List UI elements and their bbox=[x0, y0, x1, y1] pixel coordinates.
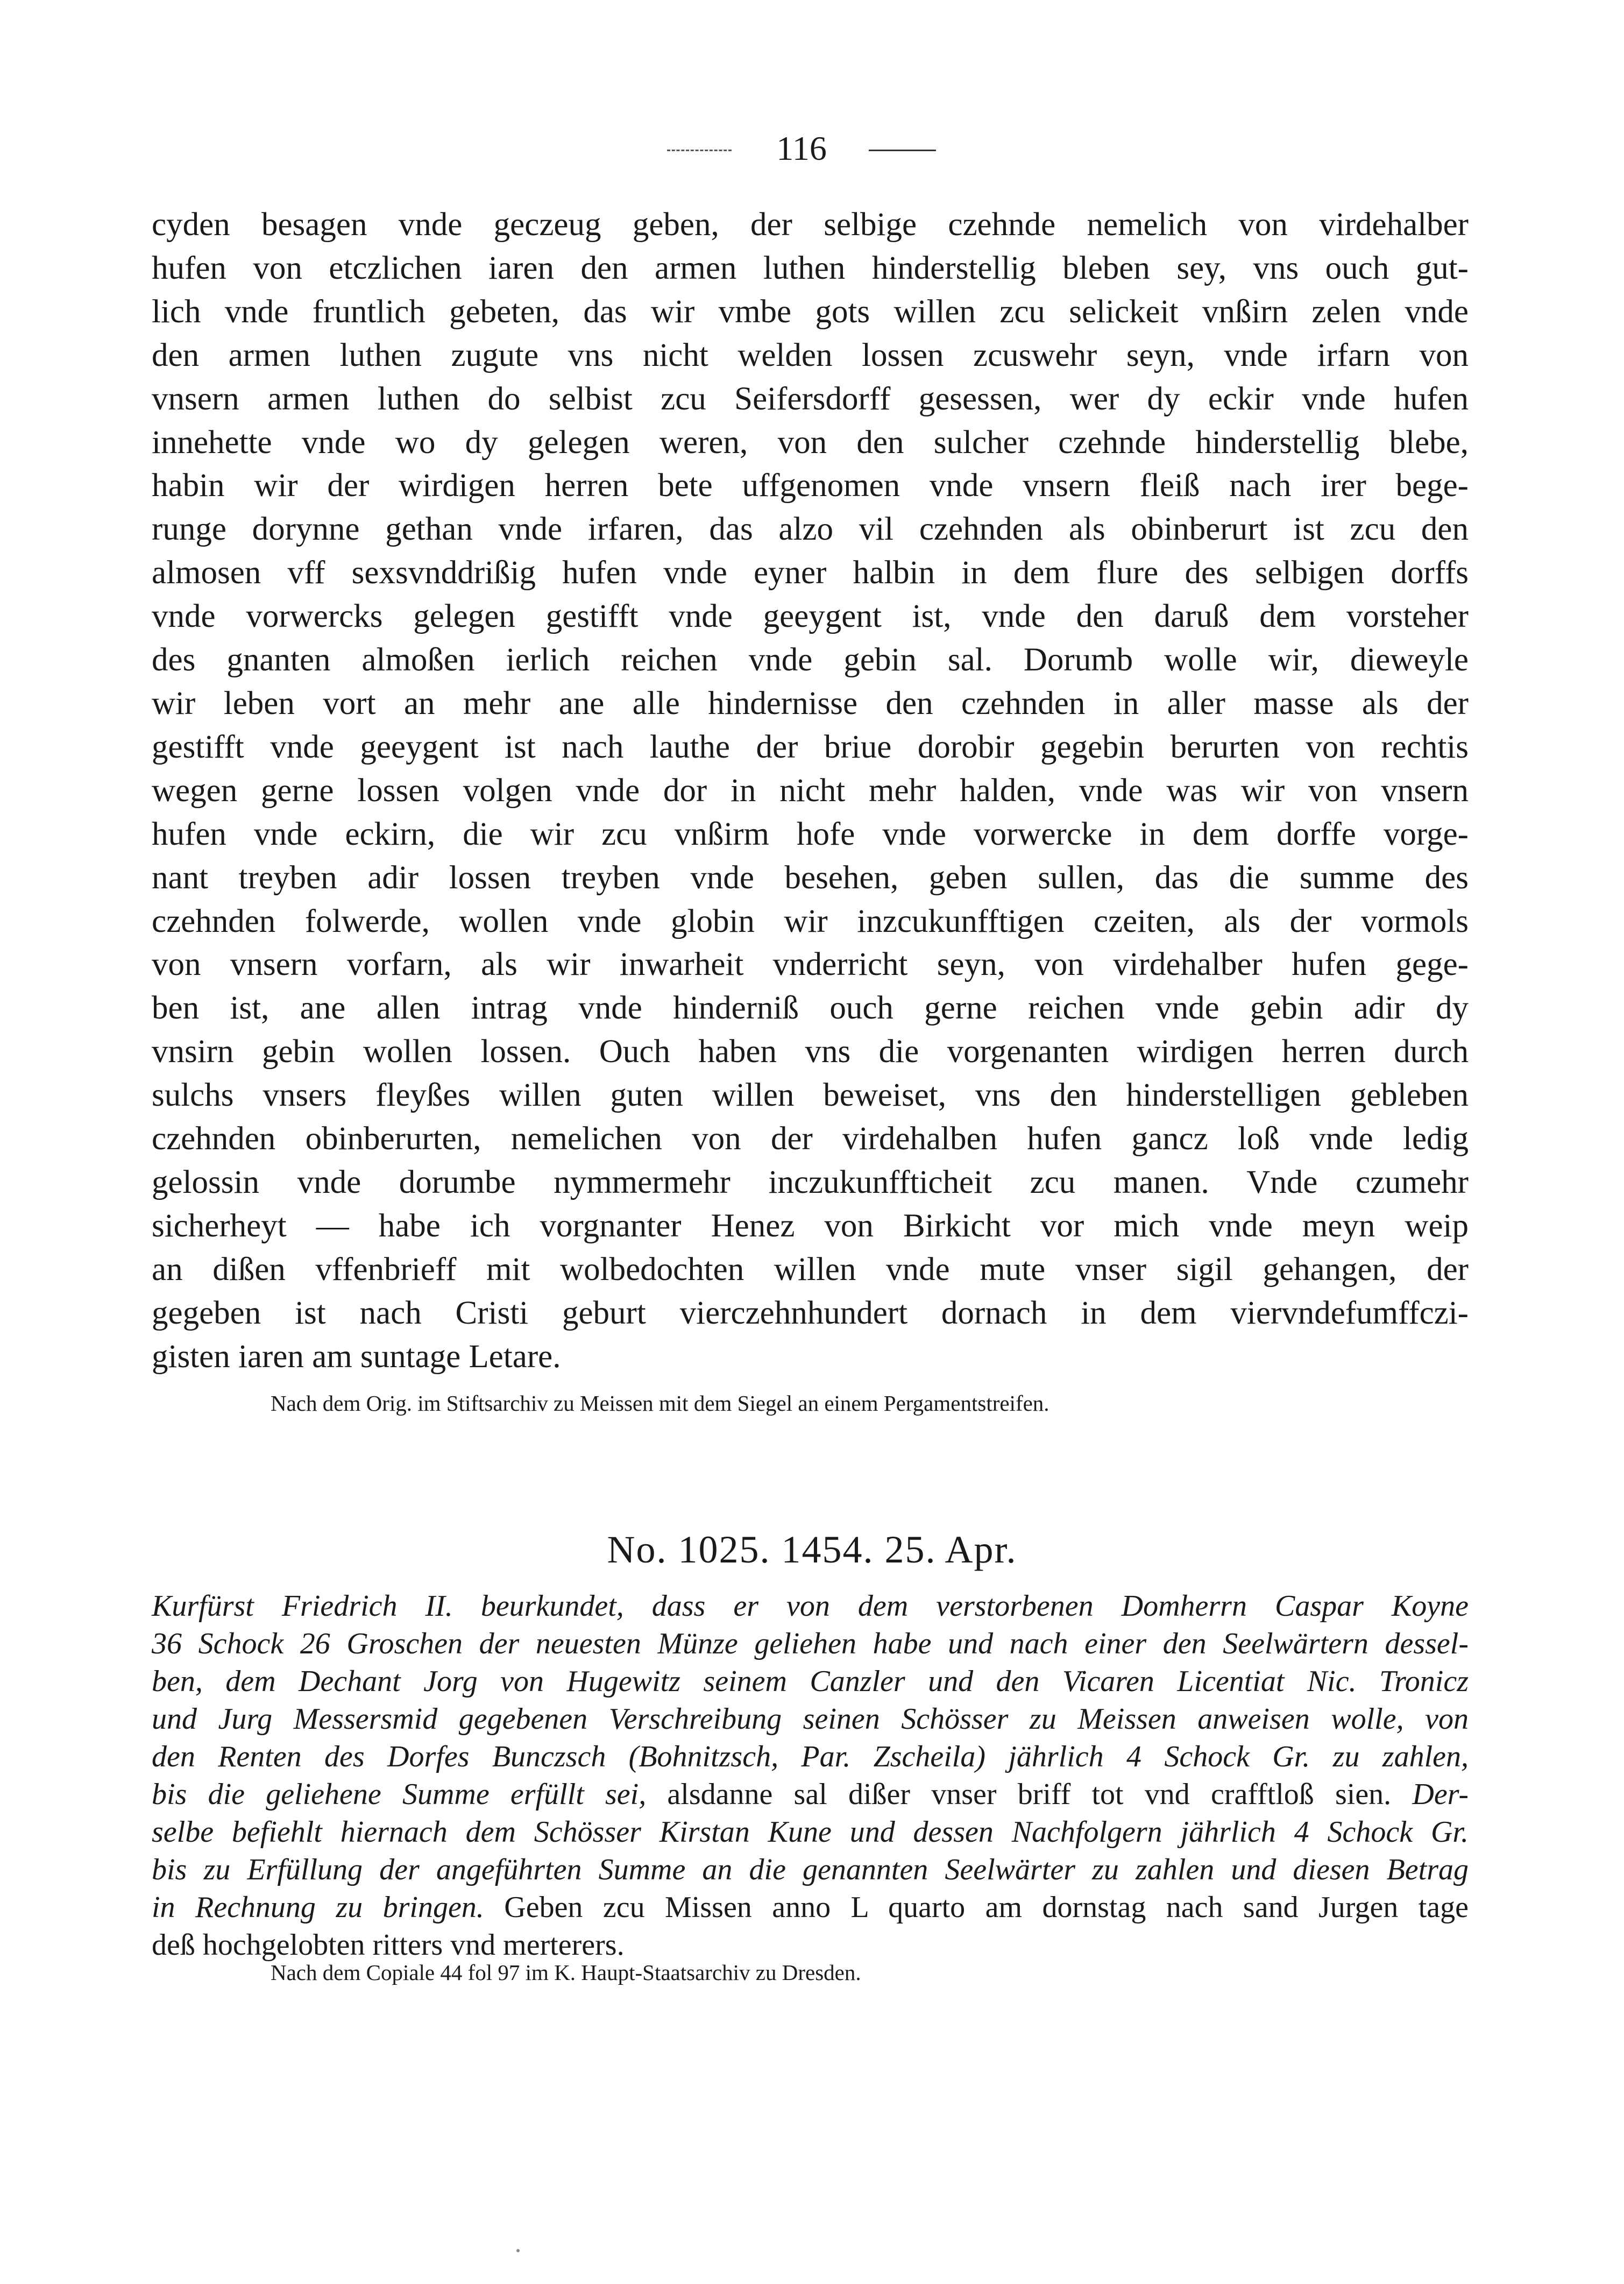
regest-line: Kurfürst Friedrich II. beurkundet, dass er von dem verstorbenen Domherrn Caspar Koyne bbox=[152, 1589, 1469, 1623]
regest-line: und Jurg Messersmid gegebenen Verschreibung seinen Schösser zu Meissen anweisen wolle, von bbox=[152, 1702, 1469, 1736]
print-speck bbox=[516, 2249, 520, 2252]
source-note-copiale: Nach dem Copiale 44 fol 97 im K. Haupt-Staatsarchiv zu Dresden. bbox=[271, 1960, 861, 1985]
body-text-line: almosen vff sexsvnddrißig hufen vnde eyner halbin in dem flure des selbigen dorffs bbox=[152, 555, 1469, 591]
regest-line: 36 Schock 26 Groschen der neuesten Münze geliehen habe und nach einer den Seelwärtern dessel- bbox=[152, 1627, 1469, 1660]
regest-quote-segment: alsdanne sal dißer vnser briff tot vnd crafftloß sien. bbox=[667, 1778, 1392, 1811]
regest-line: deß hochgelobten ritters vnd merterers. bbox=[152, 1928, 625, 1962]
regest-italic-segment: bis die geliehene Summe erfüllt sei, bbox=[152, 1778, 647, 1811]
body-text-line: gestifft vnde geeygent ist nach lauthe der briue dorobir gegebin berurten von rechtis bbox=[152, 729, 1469, 765]
body-text-line: hufen von etczlichen iaren den armen luthen hinderstellig bleben sey, vns ouch gut- bbox=[152, 250, 1469, 286]
body-text-line: czehnden folwerde, wollen vnde globin wir inzcukunfftigen czeiten, als der vormols bbox=[152, 903, 1469, 939]
body-text-line: den armen luthen zugute vns nicht welden lossen zcuswehr seyn, vnde irfarn von bbox=[152, 337, 1469, 373]
regest-line-mixed bbox=[152, 1889, 1469, 1926]
page-number: 116 bbox=[776, 129, 827, 167]
regest-line: selbe befiehlt hiernach dem Schösser Kirstan Kune und dessen Nachfolgern jährlich 4 Schock Gr. bbox=[152, 1815, 1469, 1849]
body-text-line: an dißen vffenbrieff mit wolbedochten willen vnde mute vnser sigil gehangen, der bbox=[152, 1251, 1469, 1288]
regest-line-mixed bbox=[152, 1776, 1469, 1813]
body-text-line: innehette vnde wo dy gelegen weren, von den sulcher czehnde hinderstellig blebe, bbox=[152, 424, 1469, 461]
regest-line: den Renten des Dorfes Bunczsch (Bohnitzsch, Par. Zscheila) jährlich 4 Schock Gr. zu zahlen, bbox=[152, 1740, 1469, 1773]
regest-summary bbox=[152, 1587, 1469, 1964]
body-text-line: gisten iaren am suntage Letare. bbox=[152, 1338, 561, 1375]
body-text-line: ben ist, ane allen intrag vnde hinderniß ouch gerne reichen vnde gebin adir dy bbox=[152, 990, 1469, 1027]
document-heading: No. 1025. 1454. 25. Apr. bbox=[607, 1528, 1017, 1571]
body-text-line: hufen vnde eckirn, die wir zcu vnßirm hofe vnde vorwercke in dem dorffe vorge- bbox=[152, 816, 1469, 852]
body-text-line: vnde vorwercks gelegen gestifft vnde geeygent ist, vnde den daruß dem vorsteher bbox=[152, 598, 1469, 635]
body-text-line: des gnanten almoßen ierlich reichen vnde gebin sal. Dorumb wolle wir, dieweyle bbox=[152, 642, 1469, 678]
body-text-line: von vnsern vorfarn, als wir inwarheit vnderricht seyn, von virdehalber hufen gege- bbox=[152, 946, 1469, 983]
regest-italic-segment: in Rechnung zu bringen. bbox=[152, 1891, 484, 1924]
body-text-line: gegeben ist nach Cristi geburt vierczehnhundert dornach in dem viervndefumffczi- bbox=[152, 1295, 1469, 1331]
body-text-line: habin wir der wirdigen herren bete uffgenomen vnde vnsern fleiß nach irer bege- bbox=[152, 468, 1469, 504]
body-text-line: lich vnde fruntlich gebeten, das wir vmbe gots willen zcu selickeit vnßirn zelen vnde bbox=[152, 293, 1469, 330]
body-text-line: vnsern armen luthen do selbist zcu Seifersdorff gesessen, wer dy eckir vnde hufen bbox=[152, 380, 1469, 417]
body-text-line: cyden besagen vnde geczeug geben, der selbige czehnde nemelich von virdehalber bbox=[152, 207, 1469, 243]
regest-line: bis zu Erfüllung der angeführten Summe an die genannten Seelwärter zu zahlen und diesen Betrag bbox=[152, 1853, 1469, 1886]
body-text-line: sulchs vnsers fleyßes willen guten willen beweiset, vns den hinderstelligen gebleben bbox=[152, 1077, 1469, 1114]
body-text-line: czehnden obinberurten, nemelichen von der virdehalben hufen gancz loß vnde ledig bbox=[152, 1121, 1469, 1157]
header-rule-right bbox=[869, 150, 936, 151]
body-text-line: vnsirn gebin wollen lossen. Ouch haben vns die vorgenanten wirdigen herren durch bbox=[152, 1034, 1469, 1070]
body-text-line: runge dorynne gethan vnde irfaren, das alzo vil czehnden als obinberurt ist zcu den bbox=[152, 511, 1469, 548]
body-text-line: gelossin vnde dorumbe nymmermehr inczukunffticheit zcu manen. Vnde czumehr bbox=[152, 1164, 1469, 1200]
regest-line: ben, dem Dechant Jorg von Hugewitz seinem Canzler und den Vicaren Licentiat Nic. Tronicz bbox=[152, 1665, 1469, 1698]
body-text-line: wir leben vort an mehr ane alle hindernisse den czehnden in aller masse als der bbox=[152, 685, 1469, 722]
regest-quote-segment: Geben zcu Missen anno L quarto am dornstag nach sand Jurgen tage bbox=[504, 1891, 1469, 1924]
page-header bbox=[0, 127, 1624, 170]
body-text-line: nant treyben adir lossen treyben vnde besehen, geben sullen, das die summe des bbox=[152, 859, 1469, 896]
document-body-text bbox=[152, 203, 1469, 1378]
body-text-line: wegen gerne lossen volgen vnde dor in nicht mehr halden, vnde was wir von vnsern bbox=[152, 772, 1469, 809]
body-text-line: sicherheyt — habe ich vorgnanter Henez von Birkicht vor mich vnde meyn weip bbox=[152, 1207, 1469, 1244]
regest-italic-segment: Der- bbox=[1412, 1778, 1469, 1811]
source-note-original: Nach dem Orig. im Stiftsarchiv zu Meissen mit dem Siegel an einem Pergamentstreifen. bbox=[271, 1391, 1049, 1416]
header-rule-left bbox=[667, 150, 732, 151]
